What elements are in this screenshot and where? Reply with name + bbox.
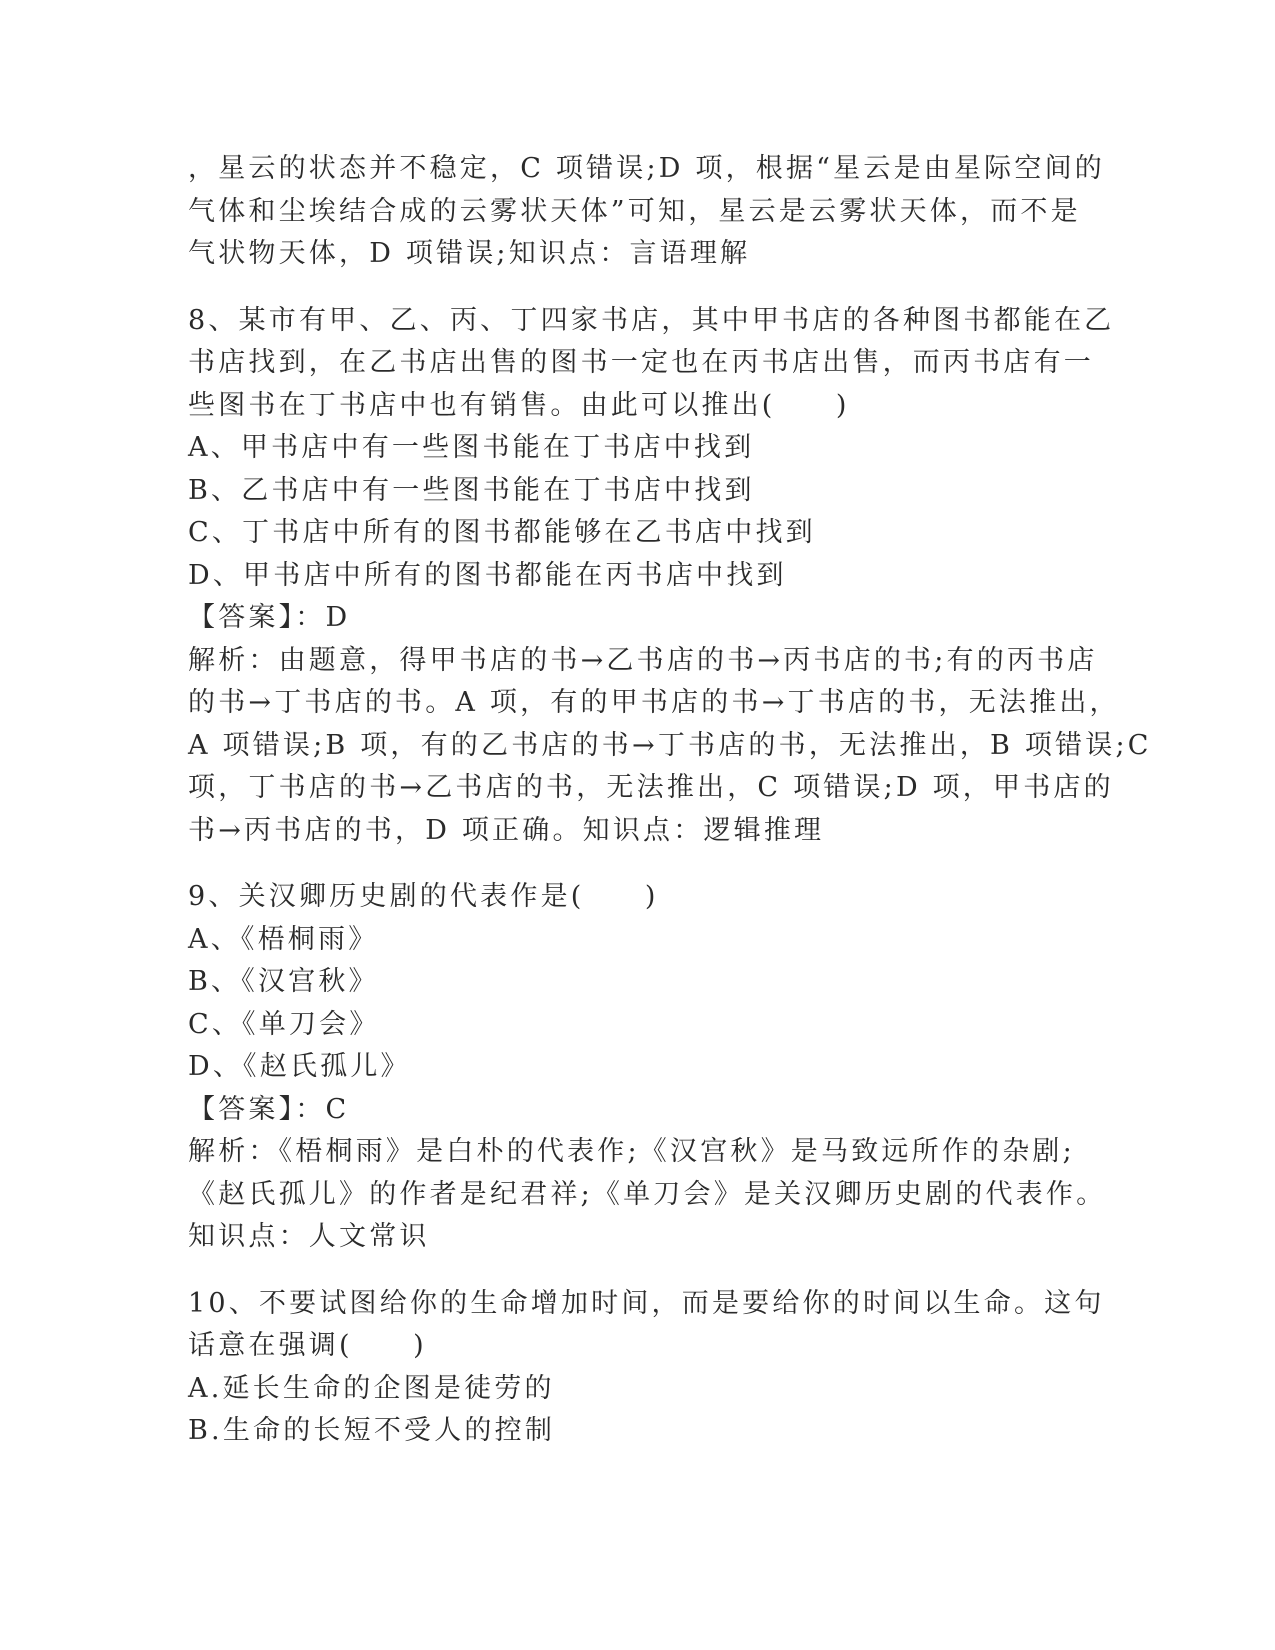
explanation-line: 解析：《梧桐雨》是白朴的代表作;《汉宫秋》是马致远所作的杂剧;	[188, 1136, 1075, 1167]
question-8	[188, 300, 1152, 853]
option-b: B、《汉宫秋》	[188, 966, 379, 997]
text-line: 气状物天体，D 项错误;知识点：言语理解	[188, 238, 751, 269]
explanation-line: A 项错误;B 项，有的乙书店的书→丁书店的书，无法推出，B 项错误;C	[188, 729, 1152, 761]
option-c: C、丁书店中所有的图书都能够在乙书店中找到	[188, 517, 816, 548]
text-line: ，星云的状态并不稳定，C 项错误;D 项，根据“星云是由星际空间的	[188, 153, 1105, 184]
explanation-line: 解析：由题意，得甲书店的书→乙书店的书→丙书店的书;有的丙书店	[188, 644, 1098, 676]
question-stem: 10、不要试图给你的生命增加时间，而是要给你的时间以生命。这句	[188, 1287, 1105, 1319]
option-c: C、《单刀会》	[188, 1008, 380, 1040]
spacer	[188, 852, 1088, 876]
option-a: A、《梧桐雨》	[188, 923, 379, 955]
spacer	[188, 276, 1088, 300]
option-a: A.延长生命的企图是徒劳的	[188, 1372, 555, 1404]
spacer	[188, 1259, 1088, 1283]
question-stem: 8、某市有甲、乙、丙、丁四家书店，其中甲书店的各种图书都能在乙	[188, 304, 1115, 336]
explanation-line: 的书→丁书店的书。A 项，有的甲书店的书→丁书店的书，无法推出，	[188, 687, 1120, 718]
document-page	[188, 148, 1152, 1453]
option-b: B.生命的长短不受人的控制	[188, 1415, 556, 1446]
explanation-line: 项，丁书店的书→乙书店的书，无法推出，C 项错误;D 项，甲书店的	[188, 772, 1114, 803]
explanation-line: 《赵氏孤儿》的作者是纪君祥;《单刀会》是关汉卿历史剧的代表作。	[188, 1178, 1107, 1210]
option-d: D、《赵氏孤儿》	[188, 1051, 411, 1082]
question-10	[188, 1283, 1105, 1453]
answer-line: 【答案】：D	[188, 602, 351, 633]
question-9	[188, 876, 1107, 1259]
option-d: D、甲书店中所有的图书都能在丙书店中找到	[188, 559, 787, 591]
explanation-line: 书→丙书店的书，D 项正确。知识点：逻辑推理	[188, 814, 825, 846]
question-stem: 些图书在丁书店中也有销售。由此可以推出( )	[188, 389, 850, 421]
explanation-line: 知识点：人文常识	[188, 1221, 430, 1252]
question-stem: 话意在强调( )	[188, 1330, 427, 1361]
option-b: B、乙书店中有一些图书能在丁书店中找到	[188, 474, 755, 506]
answer-line: 【答案】：C	[188, 1093, 350, 1125]
text-line: 气体和尘埃结合成的云雾状天体”可知，星云是云雾状天体，而不是	[188, 195, 1081, 227]
option-a: A、甲书店中有一些图书能在丁书店中找到	[188, 432, 755, 463]
question-stem: 9、关汉卿历史剧的代表作是( )	[188, 881, 659, 912]
prev-explanation	[188, 148, 1105, 276]
question-stem: 书店找到，在乙书店出售的图书一定也在丙书店出售，而丙书店有一	[188, 347, 1094, 378]
